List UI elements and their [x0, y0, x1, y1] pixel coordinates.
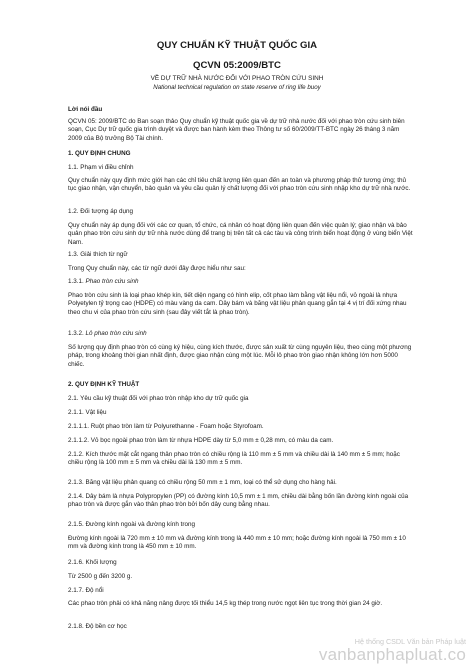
section-1-1-paragraph: Quy chuẩn này quy định mức giới hạn các chỉ tiêu chất lượng liên quan đến an toàn và phương pháp thử tương ứng; thủ tục giao nhận, vận chuyển, bảo quản và yêu cầu quản lý chất lượng đối với phao tròn cứu sinh nhập kho dự trữ nhà nước. [68, 177, 411, 193]
section-2-1-4: 2.1.4. Dây bám là nhựa Polypropylen (PP) có đường kính 10,5 mm ± 1 mm, chiều dài bằng bốn lần đường kính ngoài của phao tròn và được gắn vào thân phao tròn bởi bốn dây cung bằng nhau. [68, 493, 409, 509]
section-1-heading: 1. QUY ĐỊNH CHUNG [68, 150, 131, 157]
section-2-1-7-heading: 2.1.7. Độ nổi [68, 587, 104, 594]
section-2-1-5-paragraph: Đường kính ngoài là 720 mm ± 10 mm và đường kính trong là 440 mm ± 10 mm; hoặc đường kính ngoài là 750 mm ± 10 mm và đường kính trong là 450 mm ± 10 mm. [68, 535, 406, 551]
section-1-3-heading: 1.3. Giải thích từ ngữ [68, 251, 128, 258]
section-2-1-8-heading: 2.1.8. Độ bền cơ học [68, 623, 127, 630]
document-title: QUY CHUẨN KỸ THUẬT QUỐC GIA [156, 40, 318, 51]
subheading-title: Phao tròn cứu sinh [85, 278, 139, 285]
section-2-1-1-2: 2.1.1.2. Vỏ bọc ngoài phao tròn làm từ nhựa HDPE dày từ 5,0 mm ± 0,28 mm, có màu da cam. [68, 437, 334, 444]
section-1-3-1-paragraph: Phao tròn cứu sinh là loại phao khép kín, tiết diện ngang có hình elip, cốt phao làm bằng vật liệu nổi, vỏ ngoài là nhựa Polyetylen tỷ trọng cao (HDPE) có màu vàng da cam. Dây bám và băng vật liệu phản quang gắn tại 4 vị trí đối xứng nhau theo chu vi của phao tròn cứu sinh (sau đây viết tắt là phao tròn). [68, 292, 407, 316]
section-2-1-5-heading: 2.1.5. Đường kính ngoài và đường kính trong [68, 521, 195, 528]
section-2-1-3: 2.1.3. Băng vật liệu phản quang có chiều rộng 50 mm ± 1 mm, loại có thể sử dụng cho hàng hải. [68, 479, 337, 486]
section-1-3-2-heading [68, 330, 413, 338]
subheading-number: 1.3.2. [68, 330, 86, 337]
section-2-1-heading: 2.1. Yêu cầu kỹ thuật đối với phao tròn nhập kho dự trữ quốc gia [68, 395, 249, 402]
document-code: QCVN 05:2009/BTC [193, 60, 281, 71]
foreword-paragraph: QCVN 05: 2009/BTC do Ban soạn thảo Quy chuẩn kỹ thuật quốc gia về dự trữ nhà nước đối với phao tròn cứu sinh biên soạn, Cục Dự trữ quốc gia trình duyệt và được ban hành kèm theo Thông tư số 60/2009/TT-BTC ngày 26 tháng 3 năm 2009 của Bộ trưởng Bộ Tài chính. [68, 118, 405, 142]
section-1-1-heading: 1.1. Phạm vi điều chỉnh [68, 164, 134, 171]
section-1-3-intro: Trong Quy chuẩn này, các từ ngữ dưới đây được hiểu như sau: [68, 265, 246, 272]
watermark-site: vanbanphapluat.co [318, 645, 466, 664]
foreword-heading: Lời nói đầu [68, 106, 103, 113]
subheading-number: 1.3.1. [68, 278, 86, 285]
section-1-3-1-label [68, 278, 139, 285]
watermark-caption: Hệ thống CSDL Văn bản Pháp luật [354, 637, 466, 646]
subheading-title: Lô phao tròn cứu sinh [85, 330, 147, 337]
section-1-3-1-heading [68, 278, 413, 286]
section-1-3-2-paragraph: Số lượng quy định phao tròn có cùng ký hiệu, cùng kích thước, được sản xuất từ cùng nguyên liệu, theo cùng một phương pháp, trong khoảng thời gian nhất định, được giao nhận cùng một lúc. Mỗi lô phao tròn giao nhận không lớn hơn 5000 chiếc. [68, 344, 412, 368]
document-subtitle-english: National technical regulation on state reserve of ring life buoy [153, 84, 321, 91]
section-2-1-6-heading: 2.1.6. Khối lượng [68, 559, 117, 566]
section-2-1-1-heading: 2.1.1. Vật liệu [68, 409, 107, 416]
section-1-2-paragraph: Quy chuẩn này áp dụng đối với các cơ quan, tổ chức, cá nhân có hoạt động liên quan đến việc quản lý; giao nhận và bảo quản phao tròn cứu sinh dự trữ nhà nước dùng để trang bị trên tất cả các tàu và công trình biển hoạt động ở vùng biển Việt Nam. [68, 222, 413, 246]
section-2-1-1-1: 2.1.1.1. Ruột phao tròn làm từ Polyurethanne - Foam hoặc Styrofoam. [68, 423, 264, 430]
section-1-2-heading: 1.2. Đối tượng áp dụng [68, 208, 134, 215]
section-2-heading: 2. QUY ĐỊNH KỸ THUẬT [68, 381, 140, 388]
section-2-1-7-paragraph: Các phao tròn phải có khả năng nâng được tối thiểu 14,5 kg thép trong nước ngọt liên tục trong thời gian 24 giờ. [68, 600, 383, 607]
section-2-1-2: 2.1.2. Kích thước mặt cắt ngang thân phao tròn có chiều rộng là 110 mm ± 5 mm và chiều dài là 140 mm ± 5 mm; hoặc chiều rộng là 100 mm ± 5 mm và chiều dài là 130 mm ± 5 mm. [68, 451, 400, 467]
section-2-1-6-paragraph: Từ 2500 g đến 3200 g. [68, 573, 133, 580]
document-subtitle: VỀ DỰ TRỮ NHÀ NƯỚC ĐỐI VỚI PHAO TRÒN CỨU SINH [150, 75, 324, 82]
